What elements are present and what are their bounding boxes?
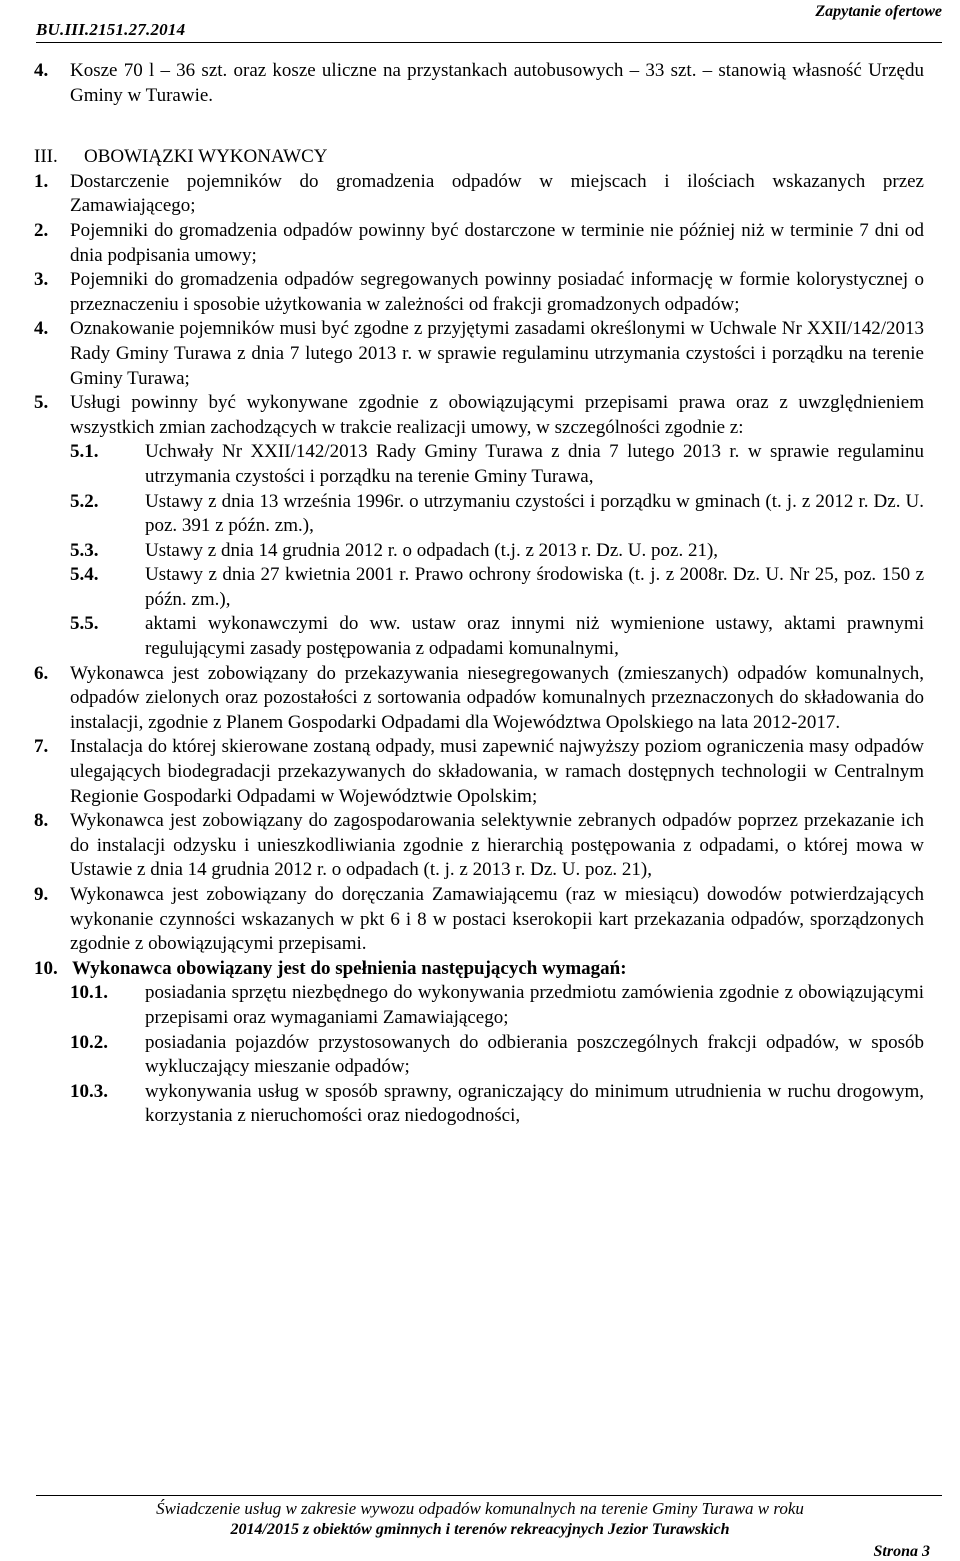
item-number: 2. xyxy=(34,219,49,241)
item-text: Dostarczenie pojemników do gromadzenia odpadów w miejscach i ilościach wskazanych przez Zamawiającego; xyxy=(70,170,924,217)
sub-item-text: Uchwały Nr XXII/142/2013 Rady Gminy Turawa z dnia 7 lutego 2013 r. w sprawie regulaminu utrzymania czystości i porządku na terenie Gminy Turawa, xyxy=(145,441,924,487)
sub-list-item xyxy=(70,490,924,539)
sub-list-item xyxy=(70,440,924,489)
item-number: 6. xyxy=(34,662,49,684)
item-number: 9. xyxy=(34,884,49,905)
sub-item-text: Ustawy z dnia 14 grudnia 2012 r. o odpadach (t.j. z 2013 r. Dz. U. poz. 21), xyxy=(145,539,719,561)
list-item xyxy=(34,391,924,440)
sub-item-number: 10.1. xyxy=(70,982,108,1004)
list-item xyxy=(34,957,924,982)
sub-item-text: Ustawy z dnia 27 kwietnia 2001 r. Prawo ochrony środowiska (t. j. z 2008r. Dz. U. Nr 25, poz. 150 z późn. zm.), xyxy=(145,564,924,610)
list-item xyxy=(34,317,924,391)
sub-item-number: 5.4. xyxy=(70,564,99,586)
header-divider xyxy=(36,42,942,43)
sub-item-number: 5.5. xyxy=(70,613,99,635)
section-number: III. xyxy=(34,146,58,168)
footer-divider xyxy=(36,1495,942,1496)
item-text: Pojemniki do gromadzenia odpadów segregowanych powinny posiadać informację w formie kolorystycznej o przeznaczeniu i sposobie użytkowania w zależności od frakcji gromadzonych odpadów; xyxy=(70,269,924,315)
sub-item-number: 5.1. xyxy=(70,441,99,463)
sub-item-text: posiadania sprzętu niezbędnego do wykonywania przedmiotu zamówienia zgodnie z obowiązującymi przepisami oraz wymaganiami Zamawiającego; xyxy=(145,982,924,1028)
footer-title-line1: Świadczenie usług w zakresie wywozu odpadów komunalnych na terenie Gminy Turawa w roku xyxy=(156,1499,804,1518)
section-title: OBOWIĄZKI WYKONAWCY xyxy=(84,146,328,168)
item-text: Wykonawca jest zobowiązany do przekazywania niesegregowanych (zmieszanych) odpadów komunalnych, odpadów zielonych oraz pozostałości z sortowania odpadów komunalnych przeznaczonych do składowania do instalacji, zgodnie z Planem Gospodarki Odpadami dla Województwa Opolskiego na lata 2012-2017. xyxy=(70,662,924,733)
document-body xyxy=(34,59,924,1129)
item-text: Usługi powinny być wykonywane zgodnie z obowiązującymi przepisami prawa oraz z uwzględnieniem wszystkich zmian zachodzących w trakcie realizacji umowy, w szczególności zgodnie z: xyxy=(70,392,924,438)
sub-item-text: wykonywania usług w sposób sprawny, ograniczający do minimum utrudnienia w ruchu drogowym, korzystania z nieruchomości oraz niedogodności, xyxy=(145,1080,924,1127)
sub-list-item xyxy=(70,1080,924,1129)
item-text: Instalacja do której skierowane zostaną odpady, musi zapewnić najwyższy poziom ograniczenia masy odpadów ulegających biodegradacji przekazywanych do składowania, w ramach dostępnych technologii w Centralnym Regionie Gospodarki Odpadami w Województwie Opolskim; xyxy=(70,736,924,807)
sub-list-item xyxy=(70,981,924,1030)
item-number: 5. xyxy=(34,392,49,414)
list-item xyxy=(34,809,924,883)
item-number: 7. xyxy=(34,736,49,758)
list-item xyxy=(34,59,924,108)
document-reference: BU.III.2151.27.2014 xyxy=(36,20,186,39)
sub-list-item xyxy=(70,539,924,564)
page-header xyxy=(36,3,942,43)
sub-list-item xyxy=(70,563,924,612)
page-footer xyxy=(36,1495,930,1561)
page-number: Strona 3 xyxy=(873,1543,930,1560)
sub-item-text: posiadania pojazdów przystosowanych do odbierania poszczególnych frakcji odpadów, w sposób wykluczający mieszanie odpadów; xyxy=(145,1031,924,1078)
list-item xyxy=(34,268,924,317)
sub-item-number: 10.2. xyxy=(70,1031,108,1053)
item-number: 1. xyxy=(34,170,49,192)
item-text: Kosze 70 l – 36 szt. oraz kosze uliczne na przystankach autobusowych – 33 szt. – stanowią własność Urzędu Gminy w Turawie. xyxy=(70,60,924,106)
item-number: 8. xyxy=(34,810,49,832)
item-text: Pojemniki do gromadzenia odpadów powinny być dostarczone w terminie nie później niż w terminie 7 dni od dnia podpisania umowy; xyxy=(70,219,924,266)
list-item xyxy=(34,662,924,736)
sub-item-number: 5.2. xyxy=(70,490,99,512)
document-type: Zapytanie ofertowe xyxy=(815,3,942,20)
sub-item-number: 5.3. xyxy=(70,539,99,561)
list-item xyxy=(34,883,924,957)
item-number: 4. xyxy=(34,60,49,81)
item-text: Wykonawca jest zobowiązany do zagospodarowania selektywnie zebranych odpadów poprzez przekazanie ich do instalacji odzysku i unieszkodliwiania zgodnie z hierarchią postępowania z odpadami, o której mowa w Ustawie z dnia 14 grudnia 2012 r. o odpadach (t. j. z 2013 r. Dz. U. poz. 21), xyxy=(70,810,924,881)
item-text: Wykonawca jest zobowiązany do doręczania Zamawiającemu (raz w miesiącu) dowodów potwierdzających wykonanie czynności wskazanych w pkt 6 i 8 w postaci kserokopii kart przekazania odpadów, sporządzonych zgodnie z obowiązującymi przepisami. xyxy=(70,884,924,955)
sub-list-item xyxy=(70,612,924,661)
item-text: Oznakowanie pojemników musi być zgodne z przyjętymi zasadami określonymi w Uchwale Nr XXII/142/2013 Rady Gminy Turawa z dnia 7 lutego 2013 r. w sprawie regulaminu utrzymania czystości i porządku na terenie Gminy Turawa; xyxy=(70,318,924,389)
section-heading xyxy=(34,145,924,170)
item-number: 3. xyxy=(34,269,49,291)
sub-item-text: aktami wykonawczymi do ww. ustaw oraz innymi niż wymienione ustawy, aktami prawnymi regulującymi zasady postępowania z odpadami komunalnymi, xyxy=(145,613,924,660)
sub-item-number: 10.3. xyxy=(70,1080,108,1102)
list-item xyxy=(34,735,924,809)
sub-item-text: Ustawy z dnia 13 września 1996r. o utrzymaniu czystości i porządku w gminach (t. j. z 2012 r. Dz. U. poz. 391 z późn. zm.), xyxy=(145,490,924,537)
list-item xyxy=(34,170,924,219)
item-text: Wykonawca obowiązany jest do spełnienia następujących wymagań: xyxy=(72,957,627,979)
footer-title-line2: 2014/2015 z obiektów gminnych i terenów rekreacyjnych Jezior Turawskich xyxy=(230,1521,730,1538)
item-number: 4. xyxy=(34,318,49,340)
list-item xyxy=(34,219,924,268)
item-number: 10. xyxy=(34,957,58,979)
sub-list-item xyxy=(70,1031,924,1080)
